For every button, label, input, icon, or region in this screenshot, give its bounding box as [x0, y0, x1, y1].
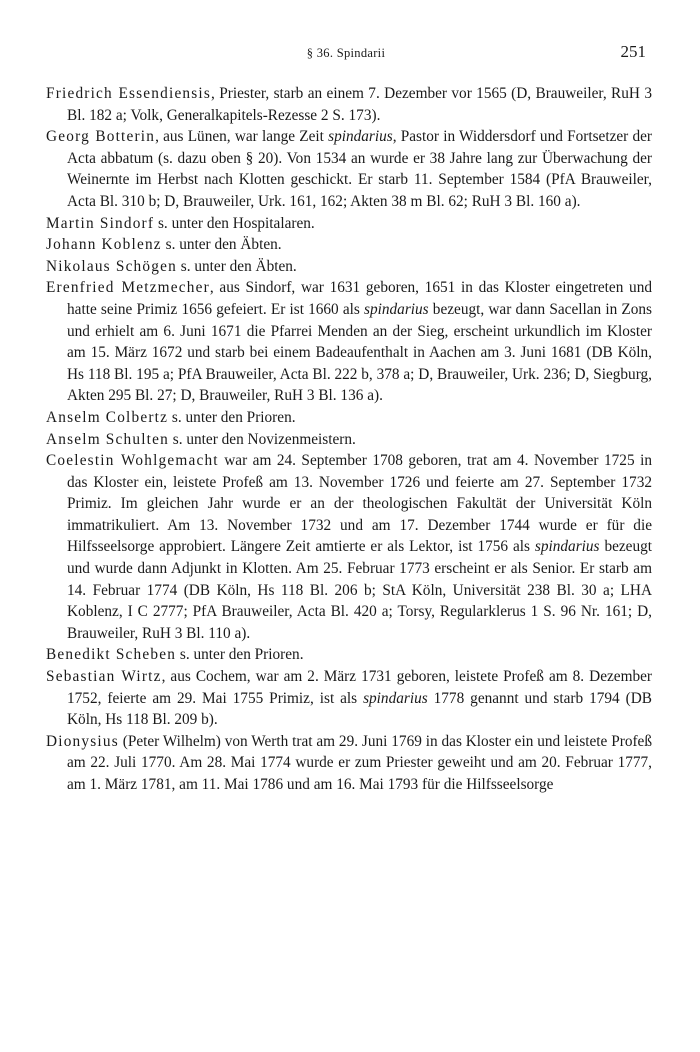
- entry-name: Sebastian Wirtz: [46, 668, 162, 686]
- entry-name: Benedikt Scheben: [46, 646, 177, 664]
- entry-text: s. unter den Äbten.: [176, 257, 297, 275]
- entry-name: Anselm Schulten: [46, 430, 169, 448]
- entry-text: s. unter den Prioren.: [176, 646, 304, 664]
- entry-text: , aus Cochem, war am 2. März 1731 geboren, leistete Profeß am 8. Dezember 1752, feierte am 29. Mai 1755 Primiz, ist als spindarius 1778 genannt und starb 1794 (DB Köln, Hs 118 Bl. 209 b).: [67, 668, 652, 729]
- italic-term: spindarius: [328, 128, 393, 146]
- entry-text: , aus Sindorf, war 1631 geboren, 1651 in das Kloster eingetreten und hatte seine Primiz 1656 gefeiert. Er ist 1660 als spindarius bezeugt, war dann Sacellan in Zons und erhielt am 6. Juni 1671 die Pfarrei Menden an der Sieg, erscheint urkundlich im Kloster am 15. März 1672 und starb bei einem Badeaufenthalt in Aachen am 3. Juni 1681 (DB Köln, Hs 118 Bl. 195 a; PfA Brauweiler, Acta Bl. 222 b, 378 a; D, Brauweiler, Urk. 236; D, Siegburg, Akten 295 Bl. 27; D, Brauweiler, RuH 3 Bl. 136 a).: [67, 279, 653, 405]
- entry-list: [46, 83, 652, 796]
- italic-term: spindarius: [363, 689, 428, 707]
- entry-name: Anselm Colbertz: [46, 408, 169, 426]
- entry-name: Georg Botterin: [46, 128, 156, 146]
- entry: [46, 407, 652, 429]
- page-number: 251: [620, 42, 646, 61]
- entry-text: s. unter den Äbten.: [161, 236, 282, 254]
- running-title: § 36. Spindarii: [306, 46, 386, 60]
- entry: [46, 644, 652, 666]
- entry: [46, 277, 652, 407]
- entry-text: s. unter den Hospitalaren.: [154, 214, 315, 232]
- entry-name: Coelestin Wohlgemacht: [46, 452, 219, 470]
- entry-name: Erenfried Metzmecher: [46, 279, 210, 297]
- entry: [46, 83, 652, 126]
- italic-term: spindarius: [534, 538, 600, 556]
- entry: [46, 450, 652, 644]
- entry: [46, 234, 652, 256]
- entry-name: Friedrich Essendiensis: [46, 85, 212, 102]
- entry-name: Martin Sindorf: [46, 214, 155, 232]
- entry: [46, 256, 652, 278]
- entry-text: war am 24. September 1708 geboren, trat am 4. November 1725 in das Kloster ein, leistete Profeß am 13. November 1726 und feierte am 27. September 1732 Primiz. Im gleichen Jahr wurde er an der theologischen Fakultät der Universität Köln immatrikuliert. Am 13. November 1732 und am 17. Dezember 1744 wurde er für die Hilfsseelsorge approbiert. Längere Zeit amtierte er als Lektor, ist 1756 als spindarius bezeugt und wurde dann Adjunkt in Klotten. Am 25. Februar 1773 erscheint er als Senior. Er starb am 14. Februar 1774 (DB Köln, Hs 118 Bl. 206 b; StA Köln, Universität 238 Bl. 30 a; LHA Koblenz, I C 2777; PfA Brauweiler, Acta Bl. 420 a; Torsy, Regularklerus 1 S. 96 Nr. 161; D, Brauweiler, RuH 3 Bl. 110 a).: [67, 452, 653, 642]
- entry-text: s. unter den Novizenmeistern.: [168, 430, 356, 448]
- running-header: [46, 42, 646, 66]
- entry-text: , aus Lünen, war lange Zeit spindarius, Pastor in Widdersdorf und Fortsetzer der Acta abbatum (s. dazu oben § 20). Von 1534 an wurde er 38 Jahre lang zur Überwachung der Weinernte im Herbst nach Klotten geschickt. Er starb 11. September 1584 (PfA Brauweiler, Acta Bl. 310 b; D, Brauweiler, Urk. 161, 162; Akten 38 m Bl. 62; RuH 3 Bl. 160 a).: [67, 128, 652, 210]
- entry-name: Nikolaus Schögen: [46, 257, 177, 275]
- entry: [46, 666, 652, 731]
- entry-text: s. unter den Prioren.: [168, 408, 296, 426]
- italic-term: spindarius: [364, 300, 429, 318]
- entry: [46, 126, 652, 212]
- entry-text: (Peter Wilhelm) von Werth trat am 29. Juni 1769 in das Kloster ein und leistete Profeß am 22. Juli 1770. Am 28. Mai 1774 wurde er zum Priester geweiht und am 20. Februar 1777, am 1. März 1781, am 11. Mai 1786 und am 16. Mai 1793 für die Hilfsseelsorge: [67, 732, 652, 793]
- entry: [46, 429, 652, 451]
- entry-text: , Priester, starb an einem 7. Dezember vor 1565 (D, Brauweiler, RuH 3 Bl. 182 a; Volk, Generalkapitels-Rezesse 2 S. 173).: [67, 85, 652, 124]
- entry: [46, 213, 652, 235]
- entry-name: Dionysius: [46, 732, 119, 750]
- entry-name: Johann Koblenz: [46, 236, 162, 254]
- entry: [46, 731, 652, 796]
